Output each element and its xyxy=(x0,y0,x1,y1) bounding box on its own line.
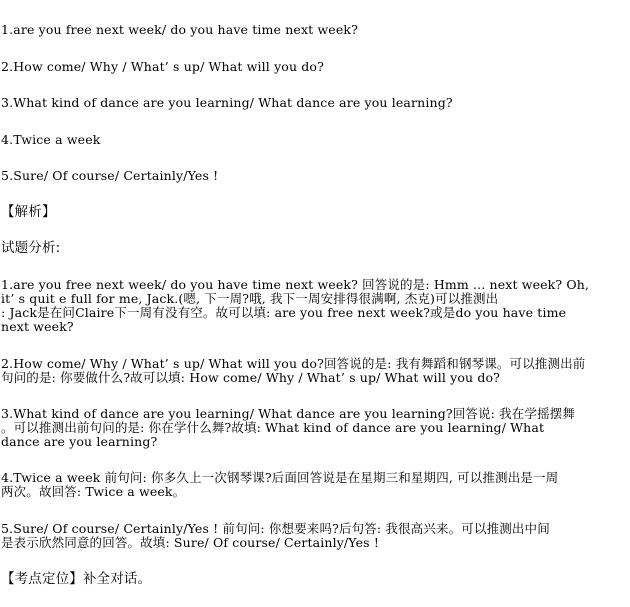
explanation-3-line-2: 。可以推测出前句问的是: 你在学什么舞?故填: What kind of dance are you learning/ What xyxy=(1,420,545,435)
explanation-1-line-3: : Jack是在问Claire下一周有没有空。故可以填: are you free next week?或是do you have time xyxy=(1,305,567,320)
analysis-heading: 【解析】 xyxy=(1,204,56,220)
topic-line: 【考点定位】补全对话。 xyxy=(1,571,152,587)
explanation-5-line-1: 5.Sure/ Of course/ Certainly/Yes ! 前句问: 你想要来吗?后句答: 我很高兴来。可以推测出中间 xyxy=(1,521,550,536)
explanation-4-line-1: 4.Twice a week 前句问: 你多久上一次钢琴课?后面回答说是在星期三和星期四, 可以推测出是一周 xyxy=(1,470,559,485)
answer-line-4: 4.Twice a week xyxy=(1,132,101,147)
answer-line-3: 3.What kind of dance are you learning/ What dance are you learning? xyxy=(1,95,453,110)
explanation-4-line-2: 两次。故回答: Twice a week。 xyxy=(1,484,186,499)
explanation-2-line-1: 2.How come/ Why / What’ s up/ What will you do?回答说的是: 我有舞蹈和钢琴课。可以推测出前 xyxy=(1,356,586,371)
explanation-3-line-3: dance are you learning? xyxy=(1,434,158,449)
answer-line-5: 5.Sure/ Of course/ Certainly/Yes ! xyxy=(1,168,219,183)
explanation-3-line-1: 3.What kind of dance are you learning/ What dance are you learning?回答说: 我在学摇摆舞 xyxy=(1,406,576,421)
explanation-1-line-4: next week? xyxy=(1,319,74,334)
explanation-5-line-2: 是表示欣然同意的回答。故填: Sure/ Of course/ Certainly/Yes ! xyxy=(1,535,380,550)
explanation-1-line-2: it’ s quit e full for me, Jack.(嗯, 下一周?哦, 我下一周安排得很满啊, 杰克)可以推测出 xyxy=(1,291,499,306)
explanation-2-line-2: 句问的是: 你要做什么?故可以填: How come/ Why / What’ s up/ What will you do? xyxy=(1,370,501,385)
analysis-intro: 试题分析: xyxy=(1,240,61,256)
explanation-1-line-1: 1.are you free next week/ do you have time next week? 回答说的是: Hmm ... next week? Oh, xyxy=(1,277,590,292)
answer-line-1: 1.are you free next week/ do you have time next week? xyxy=(1,22,358,37)
answer-line-2: 2.How come/ Why / What’ s up/ What will you do? xyxy=(1,59,324,74)
